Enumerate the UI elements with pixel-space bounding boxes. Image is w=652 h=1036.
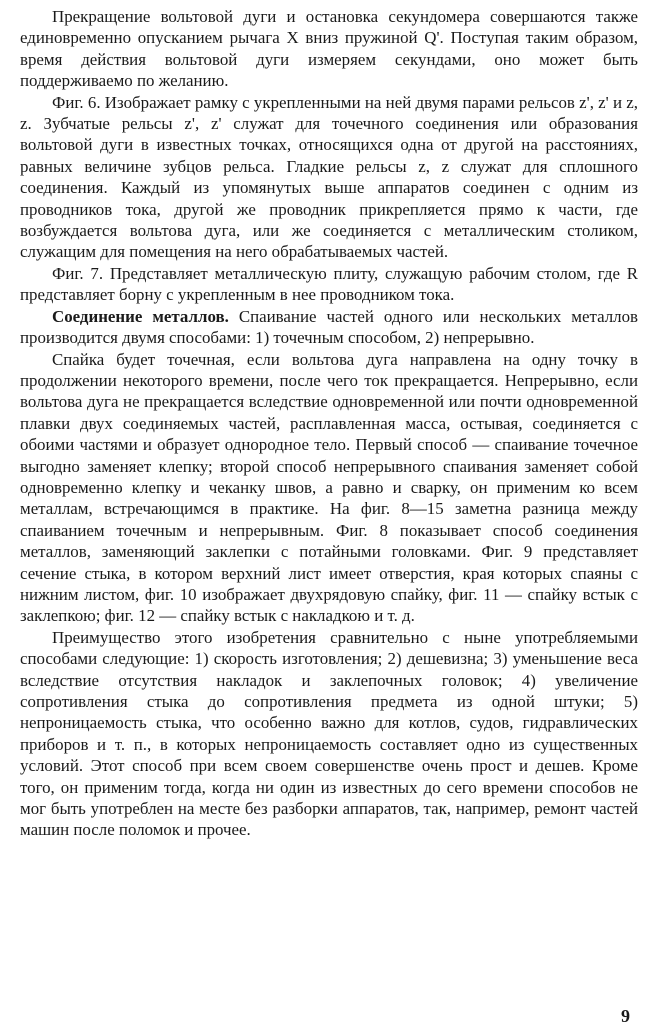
paragraph-text: Фиг. 7. Представляет металлическую плиту, служащую рабочим столом, где R представляет борну с укрепленным в нее проводником тока. [20, 263, 638, 305]
paragraph-metal-joining [20, 306, 638, 349]
page-number: 9 [621, 1006, 630, 1026]
run-in-heading: Соединение металлов. [52, 306, 229, 326]
paragraph-text: Фиг. 6. Изображает рамку с укрепленными на ней двумя парами рельсов z', z' и z, z. Зубчатые рельсы z', z' служат для точечного соединения или образования вольтовой дуги в известных точках, относящихся одна от другой на расстояниях, равных величине зубцов рельса. Гладкие рельсы z, z служат для сплошного соединения. Каждый из упомянутых выше аппаратов соединен с одним из проводников тока, другой же проводник прикрепляется прямо к части, где возбуждается вольтова дуга, или же соединяется с металлическим столиком, служащим для помещения на него обрабатываемых частей. [20, 92, 638, 262]
paragraph-fig-6 [20, 92, 638, 263]
paragraph-text: Спайка будет точечная, если вольтова дуга направлена на одну точку в продолжении некоторого времени, после чего ток прекращается. Непрерывно, если вольтова дуга не прекращается вследствие одновременной или почти одновременной плавки двух соединяемых частей, расплавленная масса, остывая, соединяется с обоими частями и образует однородное тело. Первый способ — спаивание точечное выгодно заменяет клепку; второй способ непрерывного спаивания заменяет собой одновременно клепку и чеканку швов, а равно и сварку, он применим ко всем металлам, встречающимся в практике. На фиг. 8—15 заметна разница между спаиванием точечным и непрерывным. Фиг. 8 показывает способ соединения металлов, заменяющий заклепки с потайными головками. Фиг. 9 представляет сечение стыка, в котором верхний лист имеет отверстия, края которых спаяны с нижним листом, фиг. 10 изображает двухрядовую спайку, фиг. 11 — спайку встык с заклепкою; фиг. 12 — спайку встык с накладкою и т. д. [20, 349, 638, 626]
paragraph-advantages [20, 627, 638, 841]
paragraph-arc-stop [20, 6, 638, 92]
paragraph-spot-welding [20, 349, 638, 627]
paragraph-text: Прекращение вольтовой дуги и остановка секундомера совершаются также единовременно опусканием рычага X вниз пружиной Q'. Поступая таким образом, время действия вольтовой дуги измеряем секундами, оно может быть поддерживаемо по желанию. [20, 7, 638, 91]
paragraph-fig-7 [20, 263, 638, 306]
page-text [20, 6, 638, 841]
paragraph-text: Преимущество этого изобретения сравнительно с ныне употребляемыми способами следующие: 1) скорость изготовления; 2) дешевизна; 3) уменьшение веса вследствие отсутствия накладок и заклепочных головок; 4) увеличение сопротивления стыка до сопротивления предмета из одной штуки; 5) непроницаемость стыка, что особенно важно для котлов, судов, гидравлических приборов и т. п., в которых непроницаемость составляет одно из существенных условий. Этот способ при всем своем совершенстве очень прост и дешев. Кроме того, он применим тогда, когда ни один из известных до сего времени способов не мог быть употреблен на месте без разборки аппаратов, так, например, ремонт частей машин после поломок и прочее. [20, 627, 638, 840]
paragraph-text: Спаивание частей одного или нескольких металлов производится двумя способами: 1) точечным способом, 2) непрерывно. [20, 306, 639, 348]
